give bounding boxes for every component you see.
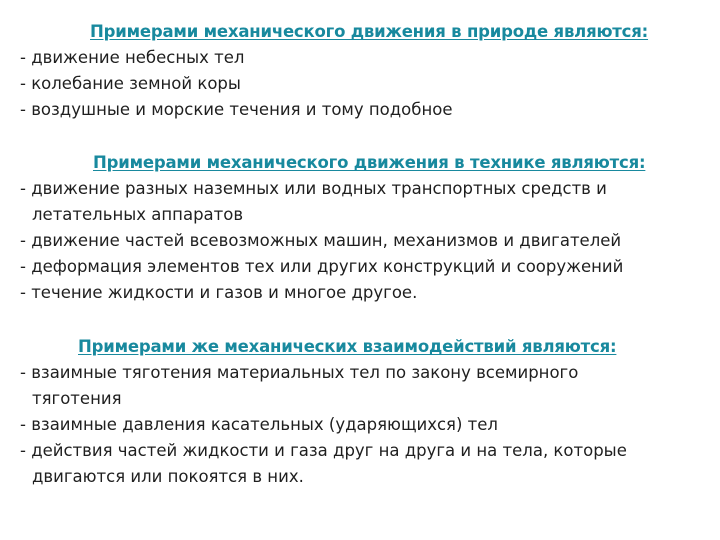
list-item: - движение небесных тел — [20, 48, 245, 67]
list-item: - взаимные тяготения материальных тел по закону всемирного тяготения — [20, 363, 579, 408]
section-heading: Примерами же механических взаимодействий являются: — [78, 337, 617, 356]
list-item: - течение жидкости и газов и многое другое. — [20, 283, 418, 302]
section-heading: Примерами механического движения в природе являются: — [90, 22, 649, 41]
list-item: - движение разных наземных или водных транспортных средств и летательных аппаратов — [20, 179, 607, 224]
list-item: - действия частей жидкости и газа друг на друга и на тела, которые двигаются или покоятся в них. — [20, 441, 627, 486]
list-item: - деформация элементов тех или других конструкций и сооружений — [20, 257, 624, 276]
list-item: - движение частей всевозможных машин, механизмов и двигателей — [20, 231, 622, 250]
list-item: - колебание земной коры — [20, 74, 241, 93]
section-nature-motion — [20, 19, 710, 123]
section-technology-motion — [20, 150, 710, 306]
list-item: - взаимные давления касательных (ударяющихся) тел — [20, 415, 498, 434]
section-mechanical-interactions — [20, 334, 710, 490]
section-heading: Примерами механического движения в технике являются: — [93, 153, 646, 172]
list-item: - воздушные и морские течения и тому подобное — [20, 100, 453, 119]
